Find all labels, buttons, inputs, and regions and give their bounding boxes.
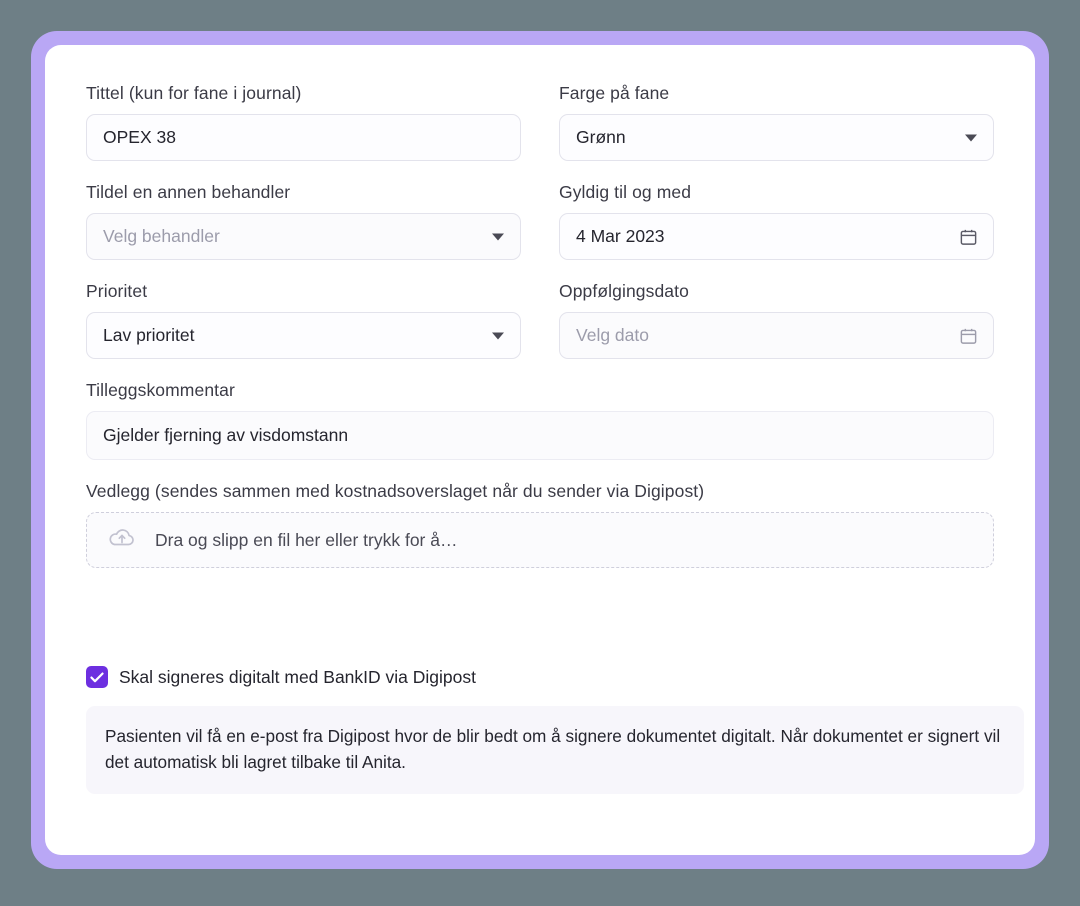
assign-handler-select[interactable] xyxy=(86,213,521,260)
field-group-comment xyxy=(86,380,994,460)
dialog-outer-frame xyxy=(31,31,1049,869)
upload-cloud-icon xyxy=(107,526,137,555)
followup-date-placeholder: Velg dato xyxy=(576,325,649,345)
assign-handler-label: Tildel en annen behandler xyxy=(86,182,291,202)
calendar-icon[interactable] xyxy=(959,326,978,345)
comment-label: Tilleggskommentar xyxy=(86,380,235,400)
chevron-down-icon xyxy=(965,134,977,141)
title-input-value: OPEX 38 xyxy=(103,127,176,147)
sign-digitally-checkbox[interactable] xyxy=(86,666,108,688)
title-field-label: Tittel (kun for fane i journal) xyxy=(86,83,302,103)
valid-until-label: Gyldig til og med xyxy=(559,182,692,202)
assign-handler-placeholder: Velg behandler xyxy=(103,226,220,246)
field-group-valid-until xyxy=(559,182,994,260)
field-group-followup-date xyxy=(559,281,994,359)
field-group-priority xyxy=(86,281,521,359)
valid-until-value: 4 Mar 2023 xyxy=(576,226,665,246)
form-row-4 xyxy=(86,380,994,460)
field-group-attachment xyxy=(86,481,994,568)
comment-value: Gjelder fjerning av visdomstann xyxy=(103,425,349,445)
sign-digitally-label: Skal signeres digitalt med BankID via Digipost xyxy=(119,666,476,687)
form-row-3 xyxy=(86,281,994,359)
followup-date-label: Oppfølgingsdato xyxy=(559,281,689,301)
field-group-assign-handler xyxy=(86,182,521,260)
comment-input[interactable] xyxy=(86,411,994,460)
followup-date-input[interactable] xyxy=(559,312,994,359)
tab-color-value: Grønn xyxy=(576,127,626,147)
attachment-label: Vedlegg (sendes sammen med kostnadsoverslaget når du sender via Digipost) xyxy=(86,481,705,501)
chevron-down-icon xyxy=(492,233,504,240)
tab-color-label: Farge på fane xyxy=(559,83,670,103)
dropzone-text: Dra og slipp en fil her eller trykk for å… xyxy=(155,529,458,550)
valid-until-date-input[interactable] xyxy=(559,213,994,260)
digipost-info-box: Pasienten vil få en e-post fra Digipost hvor de blir bedt om å signere dokumentet digitalt. Når dokumentet er signert vil det automatisk bli lagret tilbake til Anita. xyxy=(86,706,1024,794)
chevron-down-icon xyxy=(492,332,504,339)
priority-label: Prioritet xyxy=(86,281,148,301)
form-card xyxy=(45,45,1035,855)
calendar-icon[interactable] xyxy=(959,227,978,246)
field-group-tab-color xyxy=(559,83,994,161)
tab-color-select[interactable] xyxy=(559,114,994,161)
priority-value: Lav prioritet xyxy=(103,325,195,345)
form-row-1 xyxy=(86,83,994,161)
attachment-dropzone[interactable] xyxy=(86,512,994,568)
priority-select[interactable] xyxy=(86,312,521,359)
section-spacer xyxy=(86,589,994,666)
field-group-title xyxy=(86,83,521,161)
title-input[interactable] xyxy=(86,114,521,161)
form-row-5 xyxy=(86,481,994,568)
form-row-2 xyxy=(86,182,994,260)
sign-digitally-row[interactable] xyxy=(86,666,994,688)
